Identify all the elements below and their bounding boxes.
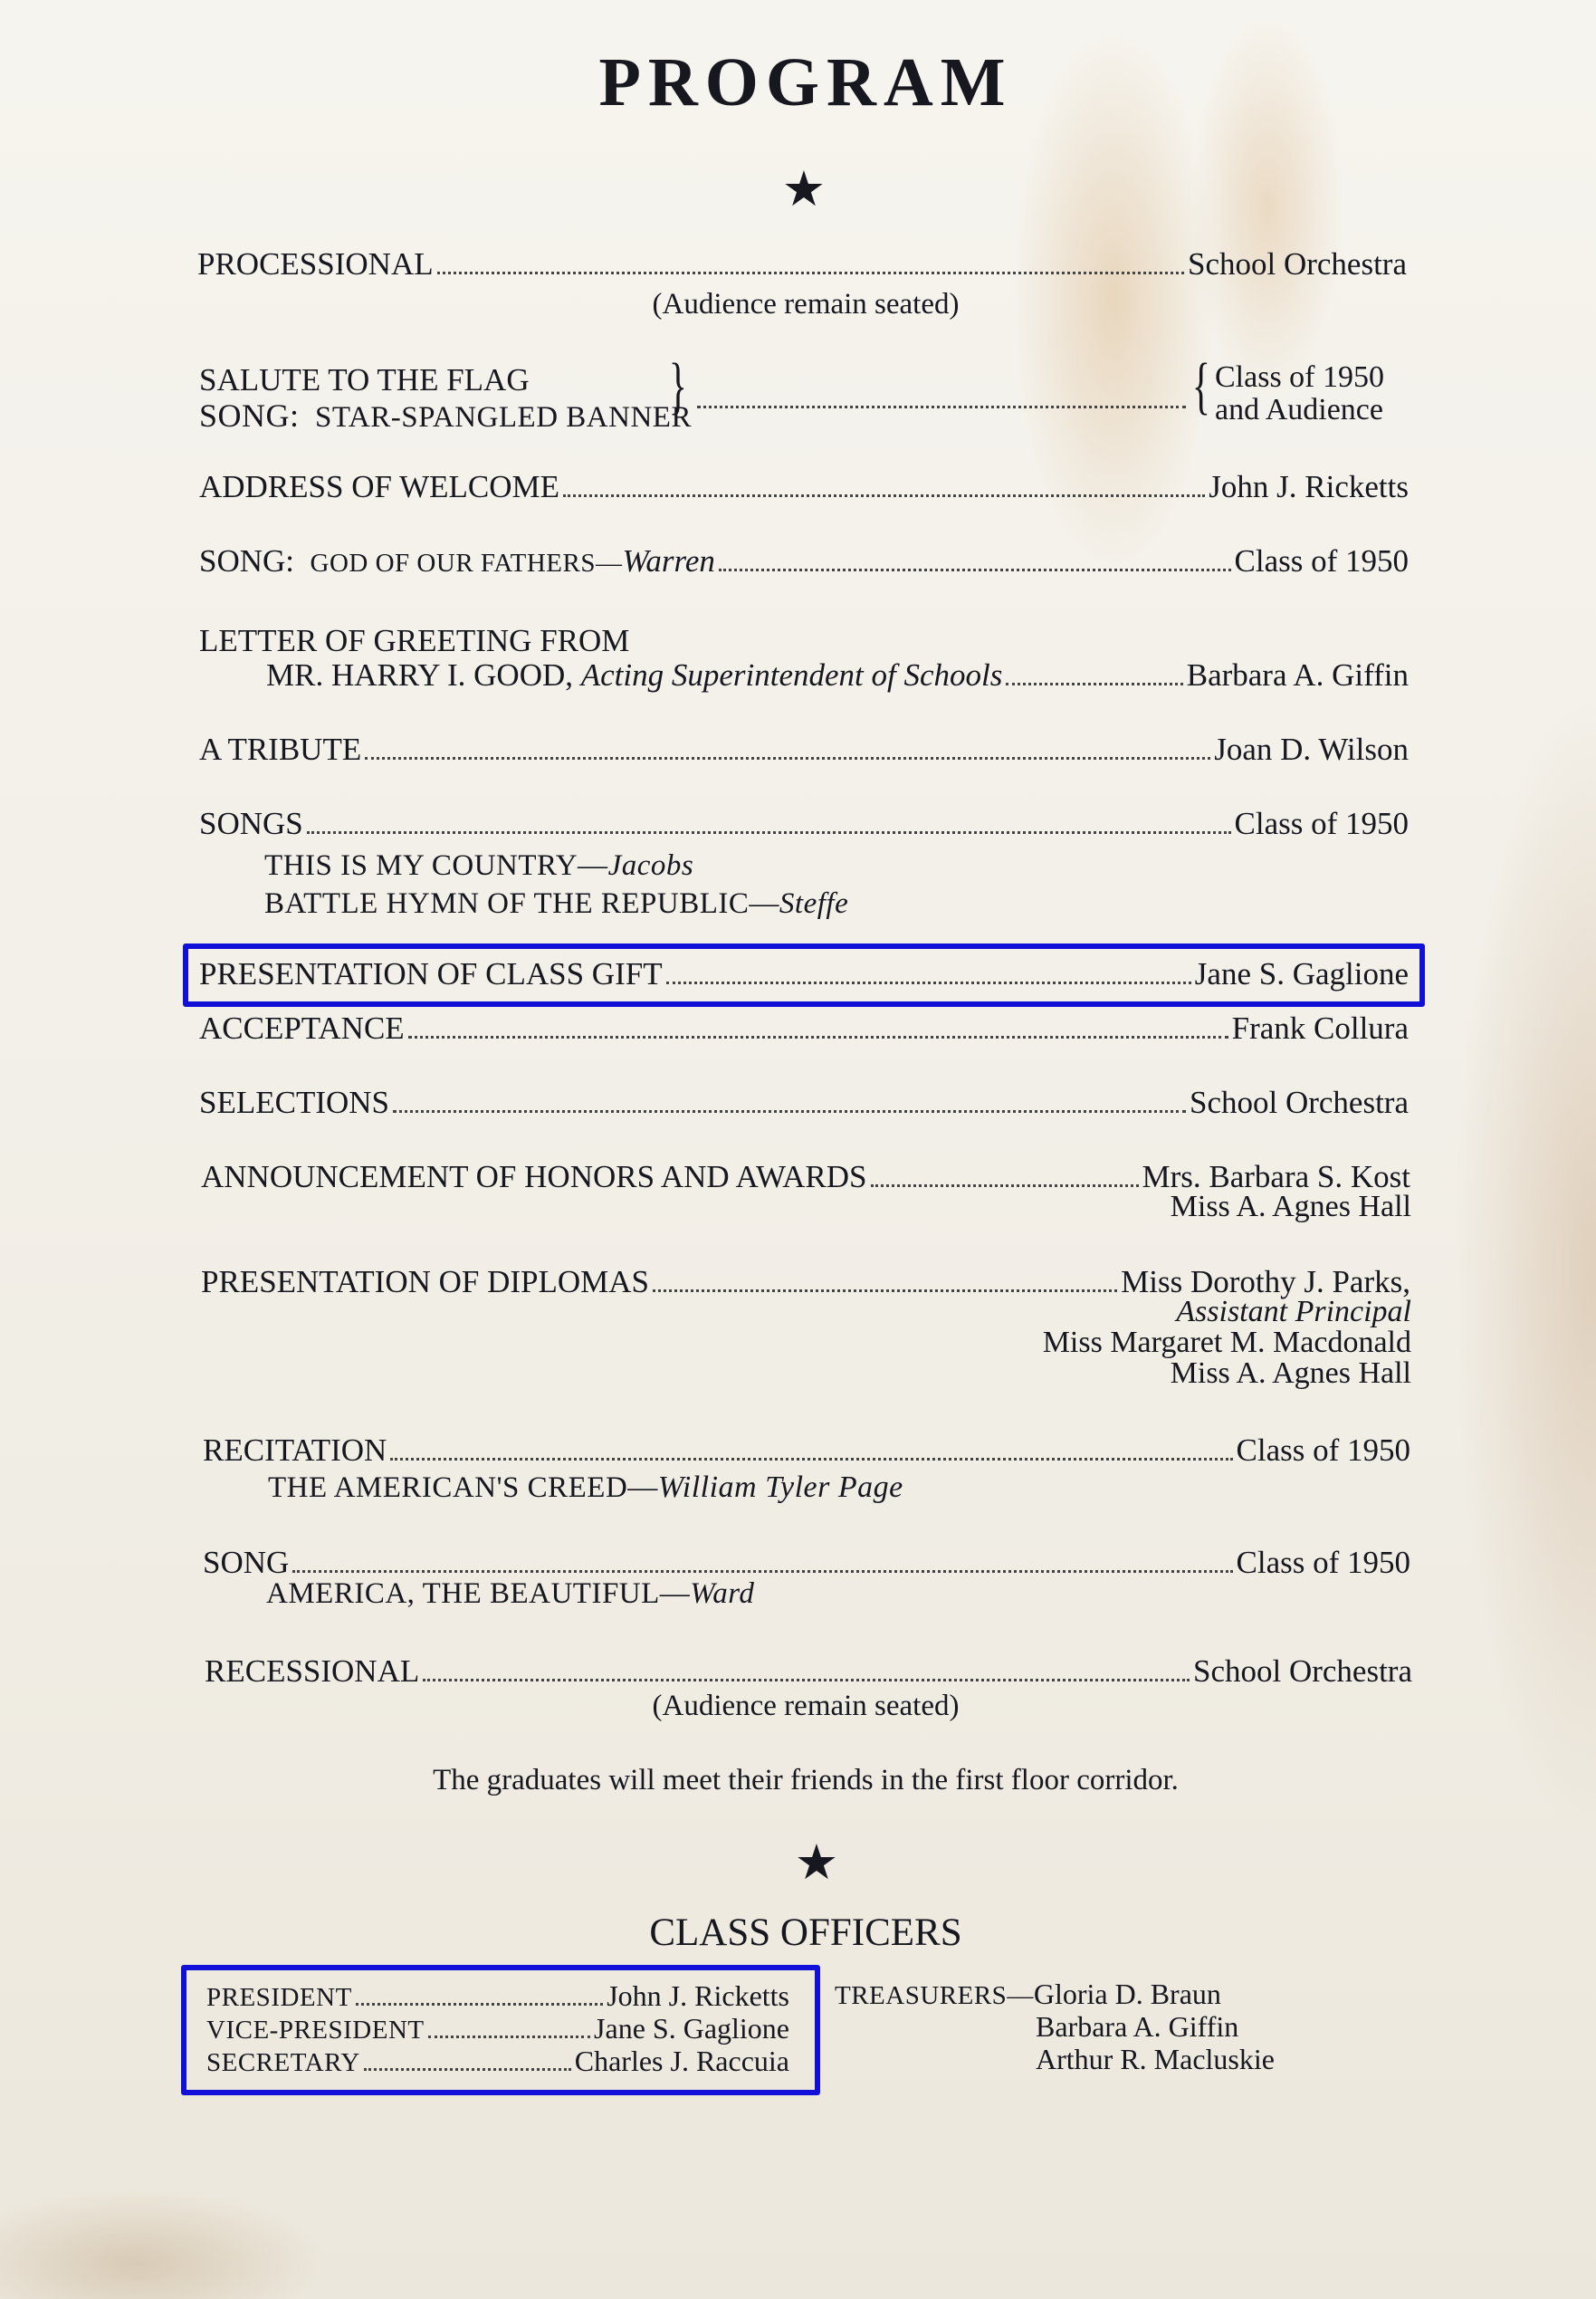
song-composer: Steffe xyxy=(779,887,849,920)
item-label: PRESENTATION OF CLASS GIFT xyxy=(199,956,663,991)
item-label: SONGS xyxy=(199,806,303,841)
treasurer-2: Barbara A. Giffin xyxy=(1036,2010,1239,2043)
salute-song xyxy=(199,397,692,435)
item-performer: Class of 1950 xyxy=(1234,806,1409,841)
program-item-acceptance xyxy=(199,1011,1409,1047)
leader-dots xyxy=(307,831,1231,834)
officer-row-president xyxy=(206,1979,789,2013)
salute-label: SALUTE TO THE FLAG xyxy=(199,362,530,398)
page-title: PROGRAM xyxy=(598,44,1013,120)
leader-dots xyxy=(1006,683,1182,685)
officer-row-vice-president xyxy=(206,2012,789,2045)
officer-name: John J. Ricketts xyxy=(607,1979,789,2012)
item-performer: Class of 1950 xyxy=(1234,543,1409,579)
right-brace-icon: } xyxy=(668,351,687,421)
program-item-song-2 xyxy=(203,1545,1410,1581)
leader-dots xyxy=(666,982,1191,984)
item-performer: School Orchestra xyxy=(1187,246,1407,282)
item-label: RECITATION xyxy=(203,1432,387,1468)
song-prefix: SONG: xyxy=(199,543,295,579)
officers-heading: CLASS OFFICERS xyxy=(649,1911,962,1954)
officer-name: Charles J. Raccuia xyxy=(574,2045,789,2077)
item-label: ANNOUNCEMENT OF HONORS AND AWARDS xyxy=(201,1159,867,1194)
treasurer-3: Arthur R. Macluskie xyxy=(1036,2043,1275,2075)
song-line-1 xyxy=(264,849,693,883)
officer-title: PRESIDENT xyxy=(206,1983,352,2012)
song-composer: Ward xyxy=(690,1577,755,1610)
program-item-recessional xyxy=(205,1653,1412,1690)
item-performer: Mrs. Barbara S. Kost xyxy=(1142,1159,1410,1194)
item-performer: John J. Ricketts xyxy=(1209,469,1409,504)
recitation-line xyxy=(268,1470,903,1505)
star-icon: ★ xyxy=(781,162,827,216)
song-prefix: SONG: xyxy=(199,398,300,434)
leader-dots xyxy=(408,1036,1228,1039)
diplomas-performer-3: Miss A. Agnes Hall xyxy=(1170,1356,1411,1390)
program-item-welcome xyxy=(199,469,1409,505)
item-label: ADDRESS OF WELCOME xyxy=(199,469,560,504)
program-item-gift xyxy=(199,956,1409,992)
program-item-recitation xyxy=(203,1432,1410,1469)
program-item-tribute xyxy=(199,732,1409,768)
officer-name: Gloria D. Braun xyxy=(1033,1978,1221,2010)
item-label: SONG xyxy=(203,1545,290,1580)
song-line-2 xyxy=(264,887,848,921)
leader-dots xyxy=(437,272,1184,274)
program-item-processional xyxy=(197,246,1407,283)
left-brace-icon: { xyxy=(1191,351,1210,421)
song-title: GOD OF OUR FATHERS— xyxy=(310,549,623,578)
item-label: A TRIBUTE xyxy=(199,732,362,767)
item-performer: Miss Dorothy J. Parks, xyxy=(1121,1264,1410,1299)
song-2-line xyxy=(266,1577,754,1611)
letter-name: MR. HARRY I. GOOD, xyxy=(266,657,574,693)
salute-performer-2: and Audience xyxy=(1215,393,1383,426)
song-title: THIS IS MY COUNTRY— xyxy=(264,849,608,882)
audience-note: (Audience remain seated) xyxy=(652,288,960,321)
item-label: SELECTIONS xyxy=(199,1085,389,1120)
item-label: ACCEPTANCE xyxy=(199,1011,405,1046)
diplomas-performer-role xyxy=(1176,1295,1411,1329)
star-icon: ★ xyxy=(794,1835,839,1890)
song-title: STAR-SPANGLED BANNER xyxy=(315,401,692,434)
song-title: BATTLE HYMN OF THE REPUBLIC— xyxy=(264,887,779,920)
item-label: PROCESSIONAL xyxy=(197,246,434,282)
leader-dots xyxy=(292,1570,1232,1573)
item-label: PRESENTATION OF DIPLOMAS xyxy=(201,1264,650,1299)
leader-dots xyxy=(364,2068,571,2071)
item-performer: Frank Collura xyxy=(1231,1011,1409,1046)
leader-dots xyxy=(423,1679,1190,1681)
leader-dots xyxy=(653,1289,1117,1292)
leader-dots xyxy=(390,1458,1232,1461)
audience-note: (Audience remain seated) xyxy=(652,1690,960,1722)
officer-row-secretary xyxy=(206,2045,789,2078)
officer-title: VICE-PRESIDENT xyxy=(206,2016,425,2045)
item-performer: Jane S. Gaglione xyxy=(1194,956,1409,991)
program-item-song-1 xyxy=(199,543,1409,580)
diplomas-performer-2: Miss Margaret M. Macdonald xyxy=(1042,1326,1411,1359)
song-composer: Jacobs xyxy=(607,849,694,882)
leader-dots xyxy=(365,757,1210,760)
leader-dots xyxy=(697,406,1186,408)
recitation-author: William Tyler Page xyxy=(657,1470,903,1504)
item-performer: School Orchestra xyxy=(1192,1653,1412,1689)
treasurers-line xyxy=(835,1978,1221,2011)
program-item-selections xyxy=(199,1085,1409,1121)
leader-dots xyxy=(393,1110,1186,1113)
letter-label: LETTER OF GREETING FROM xyxy=(199,623,630,658)
item-performer: Joan D. Wilson xyxy=(1214,732,1409,767)
leader-dots xyxy=(428,2036,590,2038)
item-performer: Class of 1950 xyxy=(1236,1545,1410,1580)
letter-role: Acting Superintendent of Schools xyxy=(580,657,1003,693)
item-performer: Class of 1950 xyxy=(1236,1432,1410,1468)
salute-performer-1: Class of 1950 xyxy=(1215,360,1384,394)
item-performer: School Orchestra xyxy=(1189,1085,1409,1120)
officer-title: TREASURERS— xyxy=(835,1981,1034,2010)
performer-role: Assistant Principal xyxy=(1176,1295,1411,1328)
leader-dots xyxy=(563,494,1205,497)
honors-performer-2: Miss A. Agnes Hall xyxy=(1170,1190,1411,1223)
item-label: RECESSIONAL xyxy=(205,1653,420,1689)
item-performer: Barbara A. Giffin xyxy=(1186,657,1409,693)
officer-title: SECRETARY xyxy=(206,2048,360,2077)
leader-dots xyxy=(356,2003,603,2006)
song-title: AMERICA, THE BEAUTIFUL— xyxy=(266,1577,691,1610)
leader-dots xyxy=(719,569,1231,571)
recitation-title: THE AMERICAN'S CREED— xyxy=(268,1471,658,1504)
leader-dots xyxy=(871,1184,1139,1187)
song-composer: Warren xyxy=(622,543,715,579)
closing-note: The graduates will meet their friends in the first floor corridor. xyxy=(433,1764,1179,1796)
officer-name: Jane S. Gaglione xyxy=(594,2012,789,2045)
program-item-songs xyxy=(199,806,1409,842)
program-item-letter xyxy=(266,657,1409,694)
